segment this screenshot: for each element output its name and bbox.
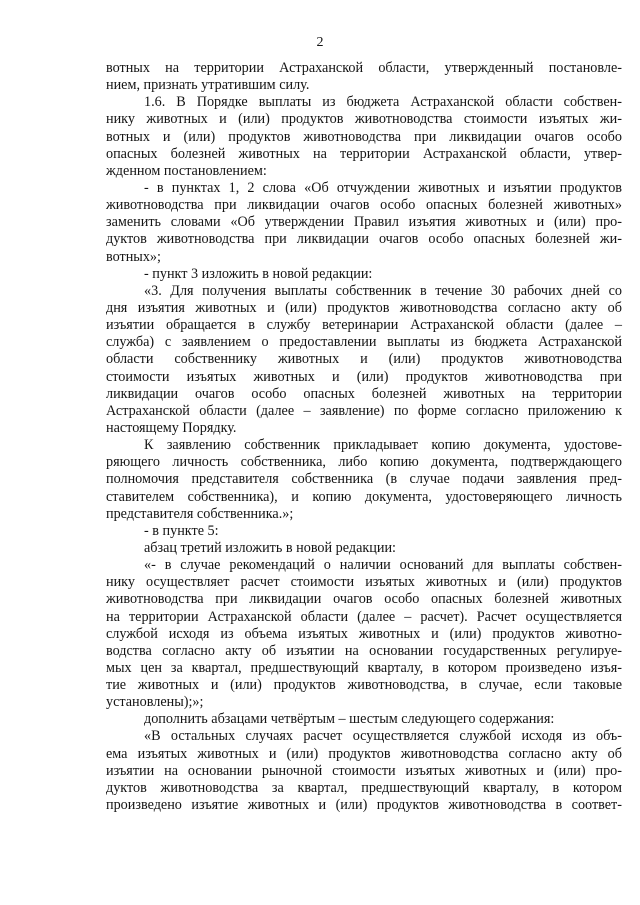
text-line: служба) с заявлением о предоставлении выплаты из бюджета Астраханской xyxy=(106,334,622,351)
text-line: на территории Астраханской области (далее – расчет). Расчет осуществляется xyxy=(106,608,622,625)
text-line: ема изъятых животных и (или) продуктов животноводства согласно акту об xyxy=(106,745,622,762)
text-line: 1.6. В Порядке выплаты из бюджета Астраханской области собствен- xyxy=(144,94,622,111)
text-line: заменить словами «Об утверждении Правил изъятия животных и (или) про- xyxy=(106,214,622,231)
text-line: - пункт 3 изложить в новой редакции: xyxy=(144,265,373,282)
text-line: Астраханской области (далее – заявление) по форме согласно приложению к xyxy=(106,402,622,419)
text-line: области собственнику животных и (или) продуктов животноводства xyxy=(106,351,622,368)
document-body xyxy=(106,60,622,814)
text-line: - в пункте 5: xyxy=(144,522,219,539)
text-line: «- в случае рекомендаций о наличии оснований для выплаты собствен- xyxy=(144,557,622,574)
text-line: тие животных и (или) продуктов животноводства, в случае, если таковые xyxy=(106,677,622,694)
text-line: «В остальных случаях расчет осуществляется службой исходя из объ- xyxy=(144,728,622,745)
text-line: нику животных и (или) продуктов животноводства стоимости изъятых жи- xyxy=(106,111,622,128)
text-line: вотных на территории Астраханской области, утвержденный постановле- xyxy=(106,60,622,76)
page-number: 2 xyxy=(316,35,324,50)
text-line: абзац третий изложить в новой редакции: xyxy=(144,539,396,556)
text-line: стоимости изъятых животных и (или) продуктов животноводства при xyxy=(106,368,622,385)
text-line: полномочия представителя собственника (в случае подачи заявления пред- xyxy=(106,471,622,488)
text-line: дня изъятия животных и (или) продуктов животноводства согласно акту об xyxy=(106,299,622,316)
text-line: службой исходя из объема изъятых животных и (или) продуктов животно- xyxy=(106,625,622,642)
text-line: животноводства при ликвидации очагов особо опасных болезней животных» xyxy=(106,197,622,214)
text-line: дополнить абзацами четвёртым – шестым следующего содержания: xyxy=(144,711,555,728)
text-line: ставителем собственника), и копию документа, удостоверяющего личность xyxy=(106,488,622,505)
text-line: животноводства при ликвидации очагов особо опасных болезней животных xyxy=(106,591,622,608)
text-line: «3. Для получения выплаты собственник в течение 30 рабочих дней со xyxy=(144,282,622,299)
text-line: изъятии обращается в службу ветеринарии Астраханской области (далее – xyxy=(106,317,622,334)
text-line: водства согласно акту об изъятии на основании государственных регулируе- xyxy=(106,642,622,659)
text-line: вотных и (или) продуктов животноводства при ликвидации очагов особо xyxy=(106,128,622,145)
text-line: нием, признать утратившим силу. xyxy=(106,77,310,94)
text-line: ряющего личность собственника, либо копию документа, подтверждающего xyxy=(106,454,622,471)
text-line: дуктов животноводства при ликвидации очагов особо опасных болезней жи- xyxy=(106,231,622,248)
text-line: представителя собственника.»; xyxy=(106,505,294,522)
text-line: произведено изъятие животных и (или) продуктов животноводства в соответ- xyxy=(106,797,622,814)
text-line: нику осуществляет расчет стоимости изъятых животных и (или) продуктов xyxy=(106,574,622,591)
text-line: К заявлению собственник прикладывает копию документа, удостове- xyxy=(144,437,622,454)
text-line: ликвидации очагов особо опасных болезней животных на территории xyxy=(106,385,622,402)
text-line: настоящему Порядку. xyxy=(106,419,237,436)
text-line: изъятии на основании рыночной стоимости изъятых животных и (или) про- xyxy=(106,762,622,779)
text-line: дуктов животноводства за квартал, предшествующий кварталу, в котором xyxy=(106,779,622,796)
text-line: опасных болезней животных на территории Астраханской области, утвер- xyxy=(106,145,622,162)
text-line: вотных»; xyxy=(106,248,161,265)
text-line: установлены);»; xyxy=(106,694,204,711)
text-line: жденном постановлением: xyxy=(106,162,267,179)
text-line: - в пунктах 1, 2 слова «Об отчуждении животных и изъятии продуктов xyxy=(144,179,622,196)
text-line: мых цен за квартал, предшествующий кварталу, в котором произведено изъя- xyxy=(106,659,622,676)
